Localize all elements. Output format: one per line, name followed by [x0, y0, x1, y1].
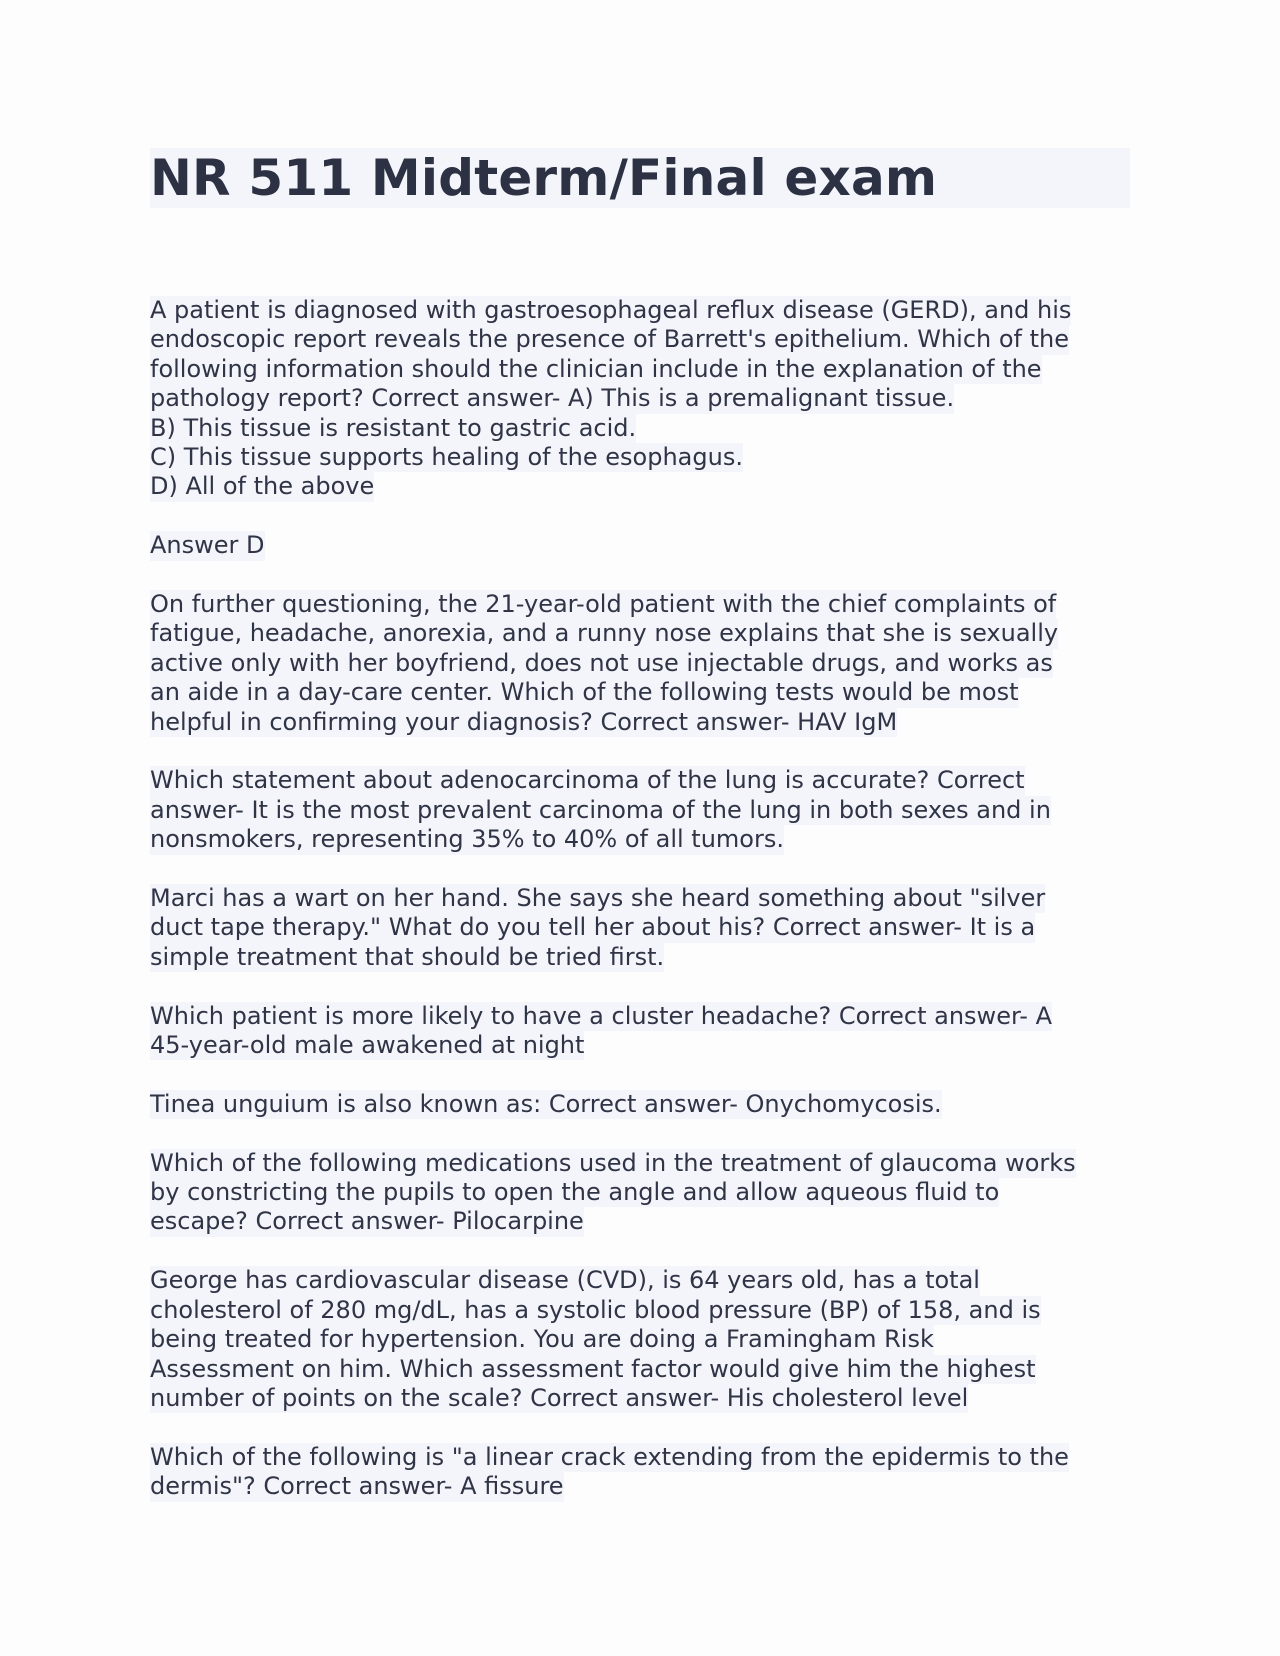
- question-paragraph: [150, 1266, 1130, 1413]
- text-line: Which of the following medications used in the treatment of glaucoma works: [150, 1148, 1076, 1177]
- text-line: nonsmokers, representing 35% to 40% of all tumors.: [150, 825, 784, 854]
- question-paragraph: [150, 1149, 1130, 1237]
- text-line: an aide in a day-care center. Which of the following tests would be most: [150, 678, 1019, 707]
- text-line: Which patient is more likely to have a cluster headache? Correct answer- A: [150, 1001, 1052, 1030]
- question-paragraph: [150, 1090, 1130, 1119]
- question-paragraph: [150, 296, 1130, 502]
- text-line: number of points on the scale? Correct answer- His cholesterol level: [150, 1383, 969, 1412]
- text-line: by constricting the pupils to open the angle and allow aqueous fluid to: [150, 1178, 1000, 1207]
- text-line: fatigue, headache, anorexia, and a runny nose explains that she is sexually: [150, 619, 1059, 648]
- text-line: A patient is diagnosed with gastroesophageal reflux disease (GERD), and his: [150, 296, 1072, 324]
- text-line: cholesterol of 280 mg/dL, has a systolic blood pressure (BP) of 158, and is: [150, 1295, 1041, 1324]
- text-line: following information should the clinician include in the explanation of the: [150, 354, 1042, 383]
- text-line: 45-year-old male awakened at night: [150, 1031, 585, 1060]
- text-line: Which statement about adenocarcinoma of the lung is accurate? Correct: [150, 766, 1025, 795]
- text-line: B) This tissue is resistant to gastric acid.: [150, 413, 637, 442]
- text-line: pathology report? Correct answer- A) This is a premalignant tissue.: [150, 384, 955, 413]
- text-line: active only with her boyfriend, does not use injectable drugs, and works as: [150, 648, 1053, 677]
- question-paragraph: [150, 884, 1130, 972]
- text-line: answer- It is the most prevalent carcinoma of the lung in both sexes and in: [150, 795, 1051, 824]
- text-line: escape? Correct answer- Pilocarpine: [150, 1207, 584, 1236]
- document-body: [150, 296, 1130, 1502]
- text-line: helpful in confirming your diagnosis? Correct answer- HAV IgM: [150, 707, 898, 736]
- question-paragraph: [150, 766, 1130, 854]
- question-paragraph: [150, 1002, 1130, 1061]
- text-line: duct tape therapy." What do you tell her about his? Correct answer- It is a: [150, 913, 1036, 942]
- text-line: endoscopic report reveals the presence of Barrett's epithelium. Which of the: [150, 325, 1070, 354]
- text-line: Tinea unguium is also known as: Correct answer- Onychomycosis.: [150, 1089, 942, 1118]
- text-line: Answer D: [150, 531, 265, 560]
- text-line: C) This tissue supports healing of the esophagus.: [150, 443, 743, 472]
- text-line: dermis"? Correct answer- A fissure: [150, 1472, 564, 1501]
- text-line: D) All of the above: [150, 472, 375, 501]
- question-paragraph: [150, 590, 1130, 737]
- text-line: being treated for hypertension. You are doing a Framingham Risk: [150, 1325, 934, 1354]
- text-line: Marci has a wart on her hand. She says she heard something about "silver: [150, 884, 1046, 913]
- question-paragraph: [150, 531, 1130, 560]
- text-line: Assessment on him. Which assessment factor would give him the highest: [150, 1354, 1036, 1383]
- question-paragraph: [150, 1443, 1130, 1502]
- text-line: On further questioning, the 21-year-old patient with the chief complaints of: [150, 590, 1057, 619]
- text-line: simple treatment that should be tried first.: [150, 942, 665, 971]
- text-line: Which of the following is "a linear crack extending from the epidermis to the: [150, 1442, 1069, 1471]
- document-title: NR 511 Midterm/Final exam: [150, 148, 1130, 208]
- document-page: [150, 148, 1130, 1531]
- text-line: George has cardiovascular disease (CVD), is 64 years old, has a total: [150, 1266, 980, 1295]
